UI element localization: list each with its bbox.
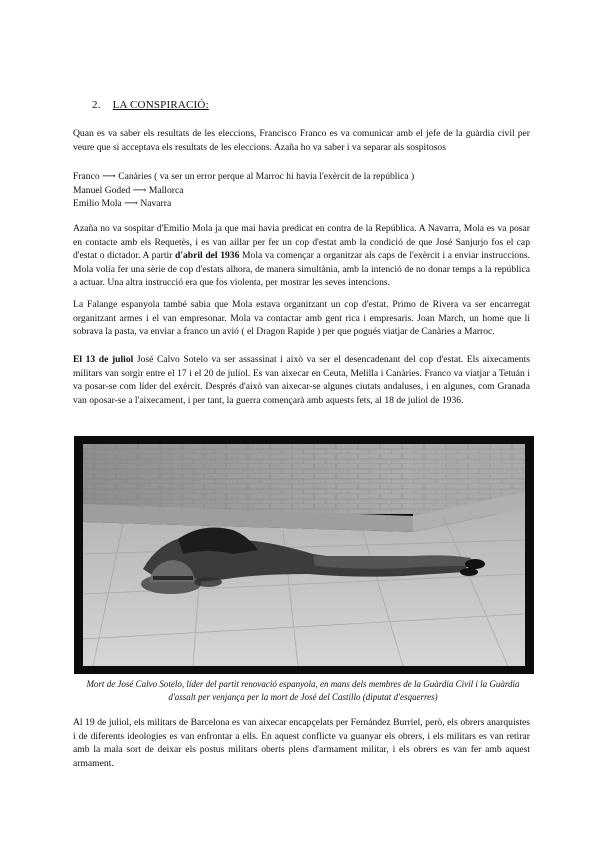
paragraph-barcelona bbox=[73, 716, 530, 770]
date-emphasis: El 13 de juliol bbox=[73, 354, 134, 365]
paragraph-text: Al 19 de juliol, els militars de Barcelona es van aixecar encapçelats per Fernández Burriel, però, els obrers anarquistes i de diferents ideologies es van enfrontar a ells. En aquest conflicte va guanyar els obrers, i els militars es van retirar amb la mala sort de deixar els postus militars oberts plens d'armament militar, i els obrers es van fer amb aquest armament. bbox=[73, 717, 530, 769]
text-run: Mola va començar a organitzar als caps de l'exèrcit i a enviar instruccions. Mola volia fer una sèrie de cop d'estats alhora, de manera simultània, amb la intenció de no donar temps a la república a actuar. Una altra instrucció era que fos violenta, per mostrar les seves intencions. bbox=[73, 250, 530, 289]
exile-list bbox=[73, 170, 414, 211]
text-run: Azaña no va sospitar d'Emilio Mola ja que mai havia predicat en contra de la República. A Navarra, Mola es va posar en contacte amb els Requetès, i es van aillar per fer un cop d'estat amb la condició de que José Sanjurjo fos el cap d'estat o dictador. A partir bbox=[73, 223, 530, 262]
paragraph-text bbox=[73, 222, 530, 290]
paragraph-text: Quan es va saber els resultats de les eleccions, Francisco Franco es va comunicar amb el jefe de la guàrdia civil per veure que si acceptava els resultats de les eleccions. Azaña ho va saber i va separar als sospitosos bbox=[73, 128, 530, 153]
photo-caption: Mort de José Calvo Sotelo, líder del partit renovació espanyola, en mans dels membres de la Guàrdia Civil i la Guàrdia d'assalt per venjança per la mort de José del Castillo (diputat d'esquerres) bbox=[86, 679, 520, 702]
text-run: José Calvo Sotelo va ser assassinat i això va ser el desencadenant del cop d'estat. Els aixecaments militars van sorgir entre el 17 i el 20 de juliol. Es van aixecar en Ceuta, Melilla i Canàries. Franco va viatjar a Tetuán i va posar-se com líder del exèrcit. Després d'això van aixecar-se algunes ciutats andaluses, i en algunes, com Granada van oposar-se a l'aixecament, i per tant, la guerra començarà amb aquests fets, al 18 de juliol de 1936. bbox=[73, 354, 530, 406]
section-number: 2. bbox=[92, 99, 101, 111]
paragraph-falange bbox=[73, 298, 530, 339]
date-emphasis: d'abril del 1936 bbox=[174, 250, 240, 262]
list-item: Franco ⟶ Canàries ( va ser un error perque al Marroc hi havia l'exèrcit de la república ) bbox=[73, 171, 415, 182]
list-item: Manuel Goded ⟶ Mallorca bbox=[73, 184, 184, 196]
paragraph-text: La Falange espanyola també sabia que Mola estava organitzant un cop d'estat. Primo de Rivera va ser encarregat organitzant armes i el van empresonar. Mola va contactar amb gent rica i empresaris. Joan March, un home que li sobrava la pasta, va enviar a franco un avió ( el Dragon Rapide ) per que pogués viatjar de Canàries a Marroc. bbox=[73, 299, 530, 338]
paragraph-text bbox=[73, 353, 530, 407]
historical-photo bbox=[74, 436, 534, 674]
paragraph-mola bbox=[73, 222, 530, 290]
paragraph-elections bbox=[73, 127, 530, 154]
paragraph-uprising bbox=[73, 353, 530, 407]
section-heading bbox=[92, 99, 209, 111]
list-item: Emilio Mola ⟶ Navarra bbox=[73, 198, 172, 210]
historical-photo-body-on-pavement-icon bbox=[83, 444, 525, 666]
section-title: LA CONSPIRACIÓ: bbox=[112, 99, 209, 111]
